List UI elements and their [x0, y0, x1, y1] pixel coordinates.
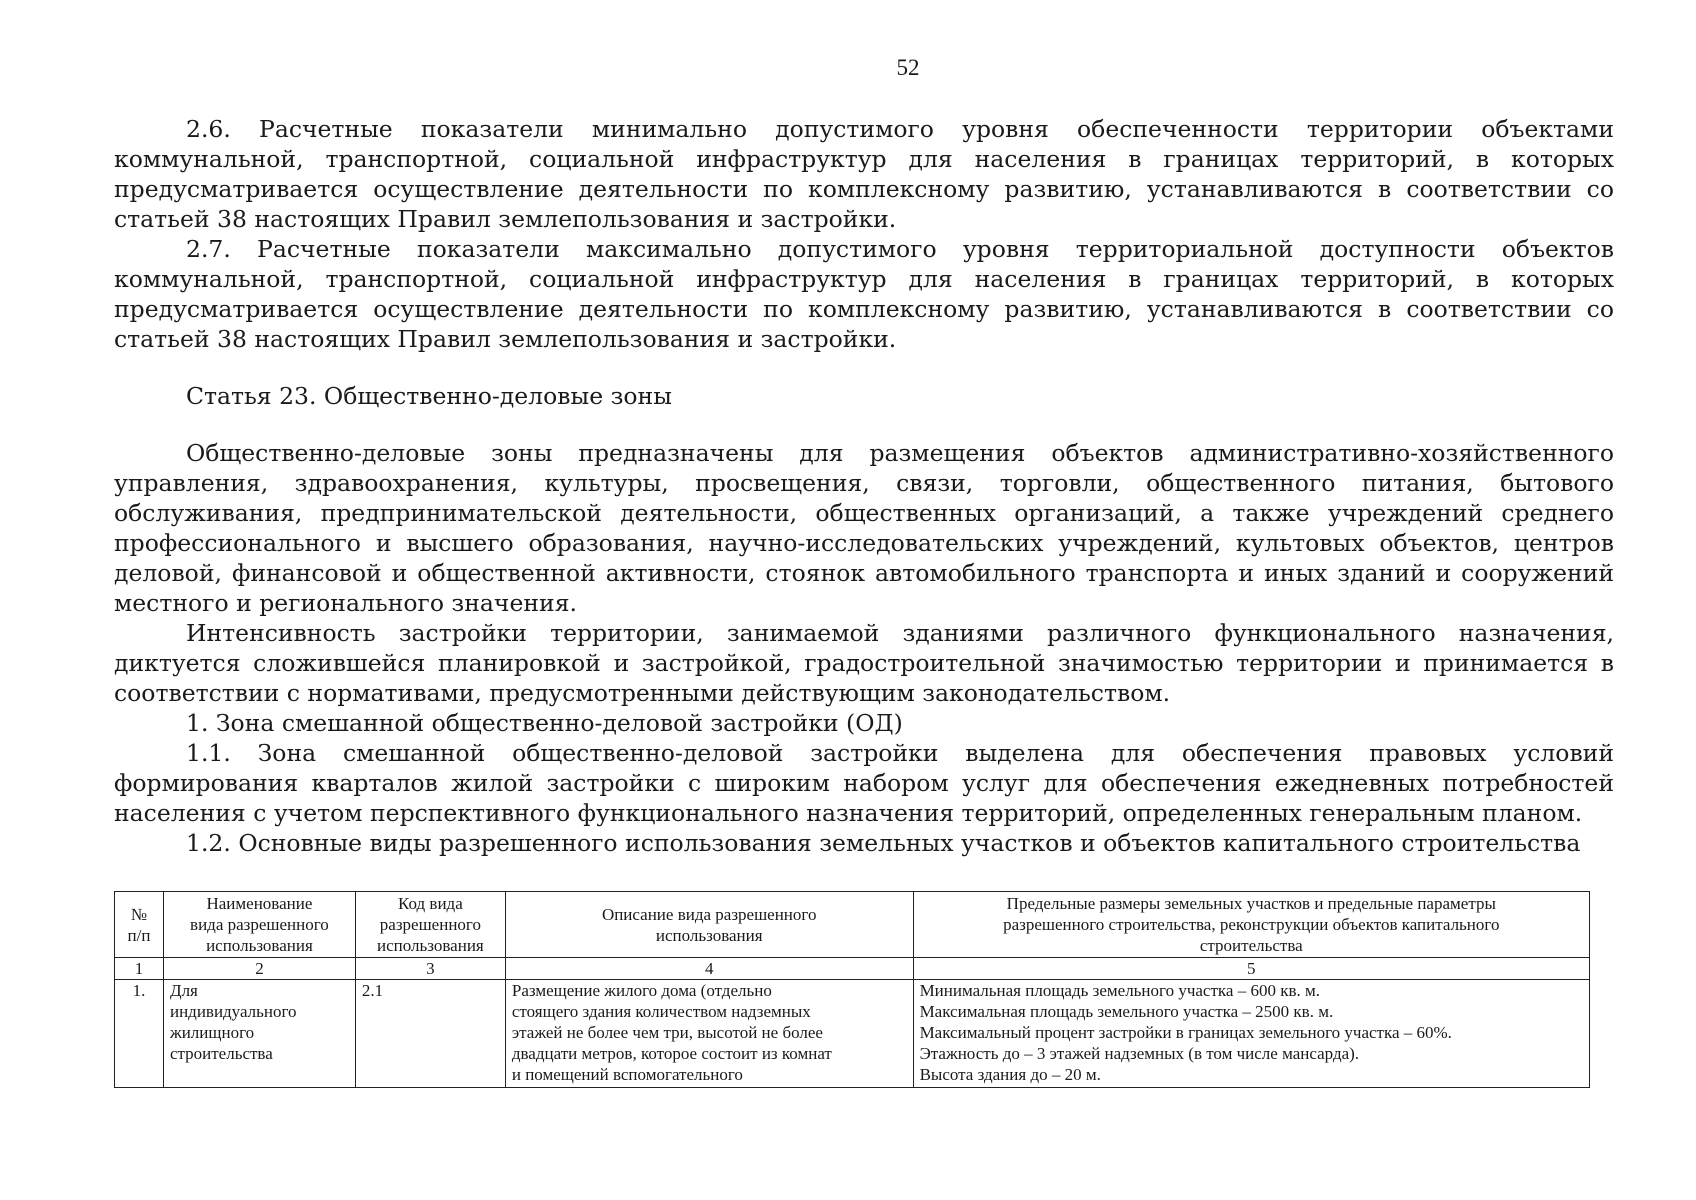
spacer [114, 354, 1614, 381]
document-body [114, 114, 1614, 858]
column-number: 1 [115, 958, 164, 980]
row-name: Для индивидуального жилищного строительства [163, 980, 355, 1088]
header-description: Описание вида разрешенного использования [505, 892, 913, 958]
table-header-row [115, 892, 1590, 958]
paragraph-zone-1: 1. Зона смешанной общественно-деловой застройки (ОД) [186, 709, 903, 737]
row-code: 2.1 [355, 980, 505, 1088]
column-number: 4 [505, 958, 913, 980]
table-row [115, 980, 1590, 1088]
article-heading: Статья 23. Общественно-деловые зоны [186, 382, 672, 410]
paragraph-2-7: 2.7. Расчетные показатели максимально допустимого уровня территориальной доступности объектов коммунальной, транспортной, социальной инфраструктур для населения в границах территорий, в которых предусматривается осуществление деятельности по комплексному развитию, устанавливаются в соответствии со статьей 38 настоящих Правил землепользования и застройки. [114, 235, 1614, 353]
paragraph-2-6: 2.6. Расчетные показатели минимально допустимого уровня обеспеченности территории объектами коммунальной, транспортной, социальной инфраструктур для населения в границах территорий, в которых предусматривается осуществление деятельности по комплексному развитию, устанавливаются в соответствии со статьей 38 настоящих Правил землепользования и застройки. [114, 115, 1614, 233]
column-number-row [115, 958, 1590, 980]
paragraph-intensity: Интенсивность застройки территории, занимаемой зданиями различного функционального назначения, диктуется сложившейся планировкой и застройкой, градостроительной значимостью территории и принимается в соответствии с нормативами, предусмотренными действующим законодательством. [114, 619, 1614, 707]
spacer [114, 411, 1614, 438]
paragraph-zones-purpose: Общественно-деловые зоны предназначены для размещения объектов административно-хозяйственного управления, здравоохранения, культуры, просвещения, связи, торговли, общественного питания, бытового обслуживания, предпринимательской деятельности, общественных организаций, а также учреждений среднего профессионального и высшего образования, научно-исследовательских учреждений, культовых объектов, центров деловой, финансовой и общественной активности, стоянок автомобильного транспорта и иных зданий и сооружений местного и регионального значения. [114, 439, 1614, 617]
paragraph-zone-1-2: 1.2. Основные виды разрешенного использования земельных участков и объектов капитального строительства [186, 829, 1581, 857]
header-name: Наименование вида разрешенного использования [163, 892, 355, 958]
header-code: Код вида разрешенного использования [355, 892, 505, 958]
column-number: 3 [355, 958, 505, 980]
row-limits: Минимальная площадь земельного участка – 600 кв. м. Максимальная площадь земельного участка – 2500 кв. м. Максимальный процент застройки в границах земельного участка – 60%. Этажность до – 3 этажей надземных (в том числе мансарда). Высота здания до – 20 м. [913, 980, 1589, 1088]
column-number: 5 [913, 958, 1589, 980]
row-num: 1. [115, 980, 164, 1088]
permitted-use-table [114, 891, 1590, 1088]
row-description: Размещение жилого дома (отдельно стоящего здания количеством надземных этажей не более чем три, высотой не более двадцати метров, которое состоит из комнат и помещений вспомогательного [505, 980, 913, 1088]
paragraph-zone-1-1: 1.1. Зона смешанной общественно-деловой застройки выделена для обеспечения правовых условий формирования кварталов жилой застройки с широким набором услуг для обеспечения ежедневных потребностей населения с учетом перспективного функционального назначения территорий, определенных генеральным планом. [114, 739, 1614, 827]
page-number: 52 [896, 55, 920, 80]
column-number: 2 [163, 958, 355, 980]
header-limits: Предельные размеры земельных участков и предельные параметры разрешенного строительства, реконструкции объектов капитального строительства [913, 892, 1589, 958]
header-num: № п/п [115, 892, 164, 958]
